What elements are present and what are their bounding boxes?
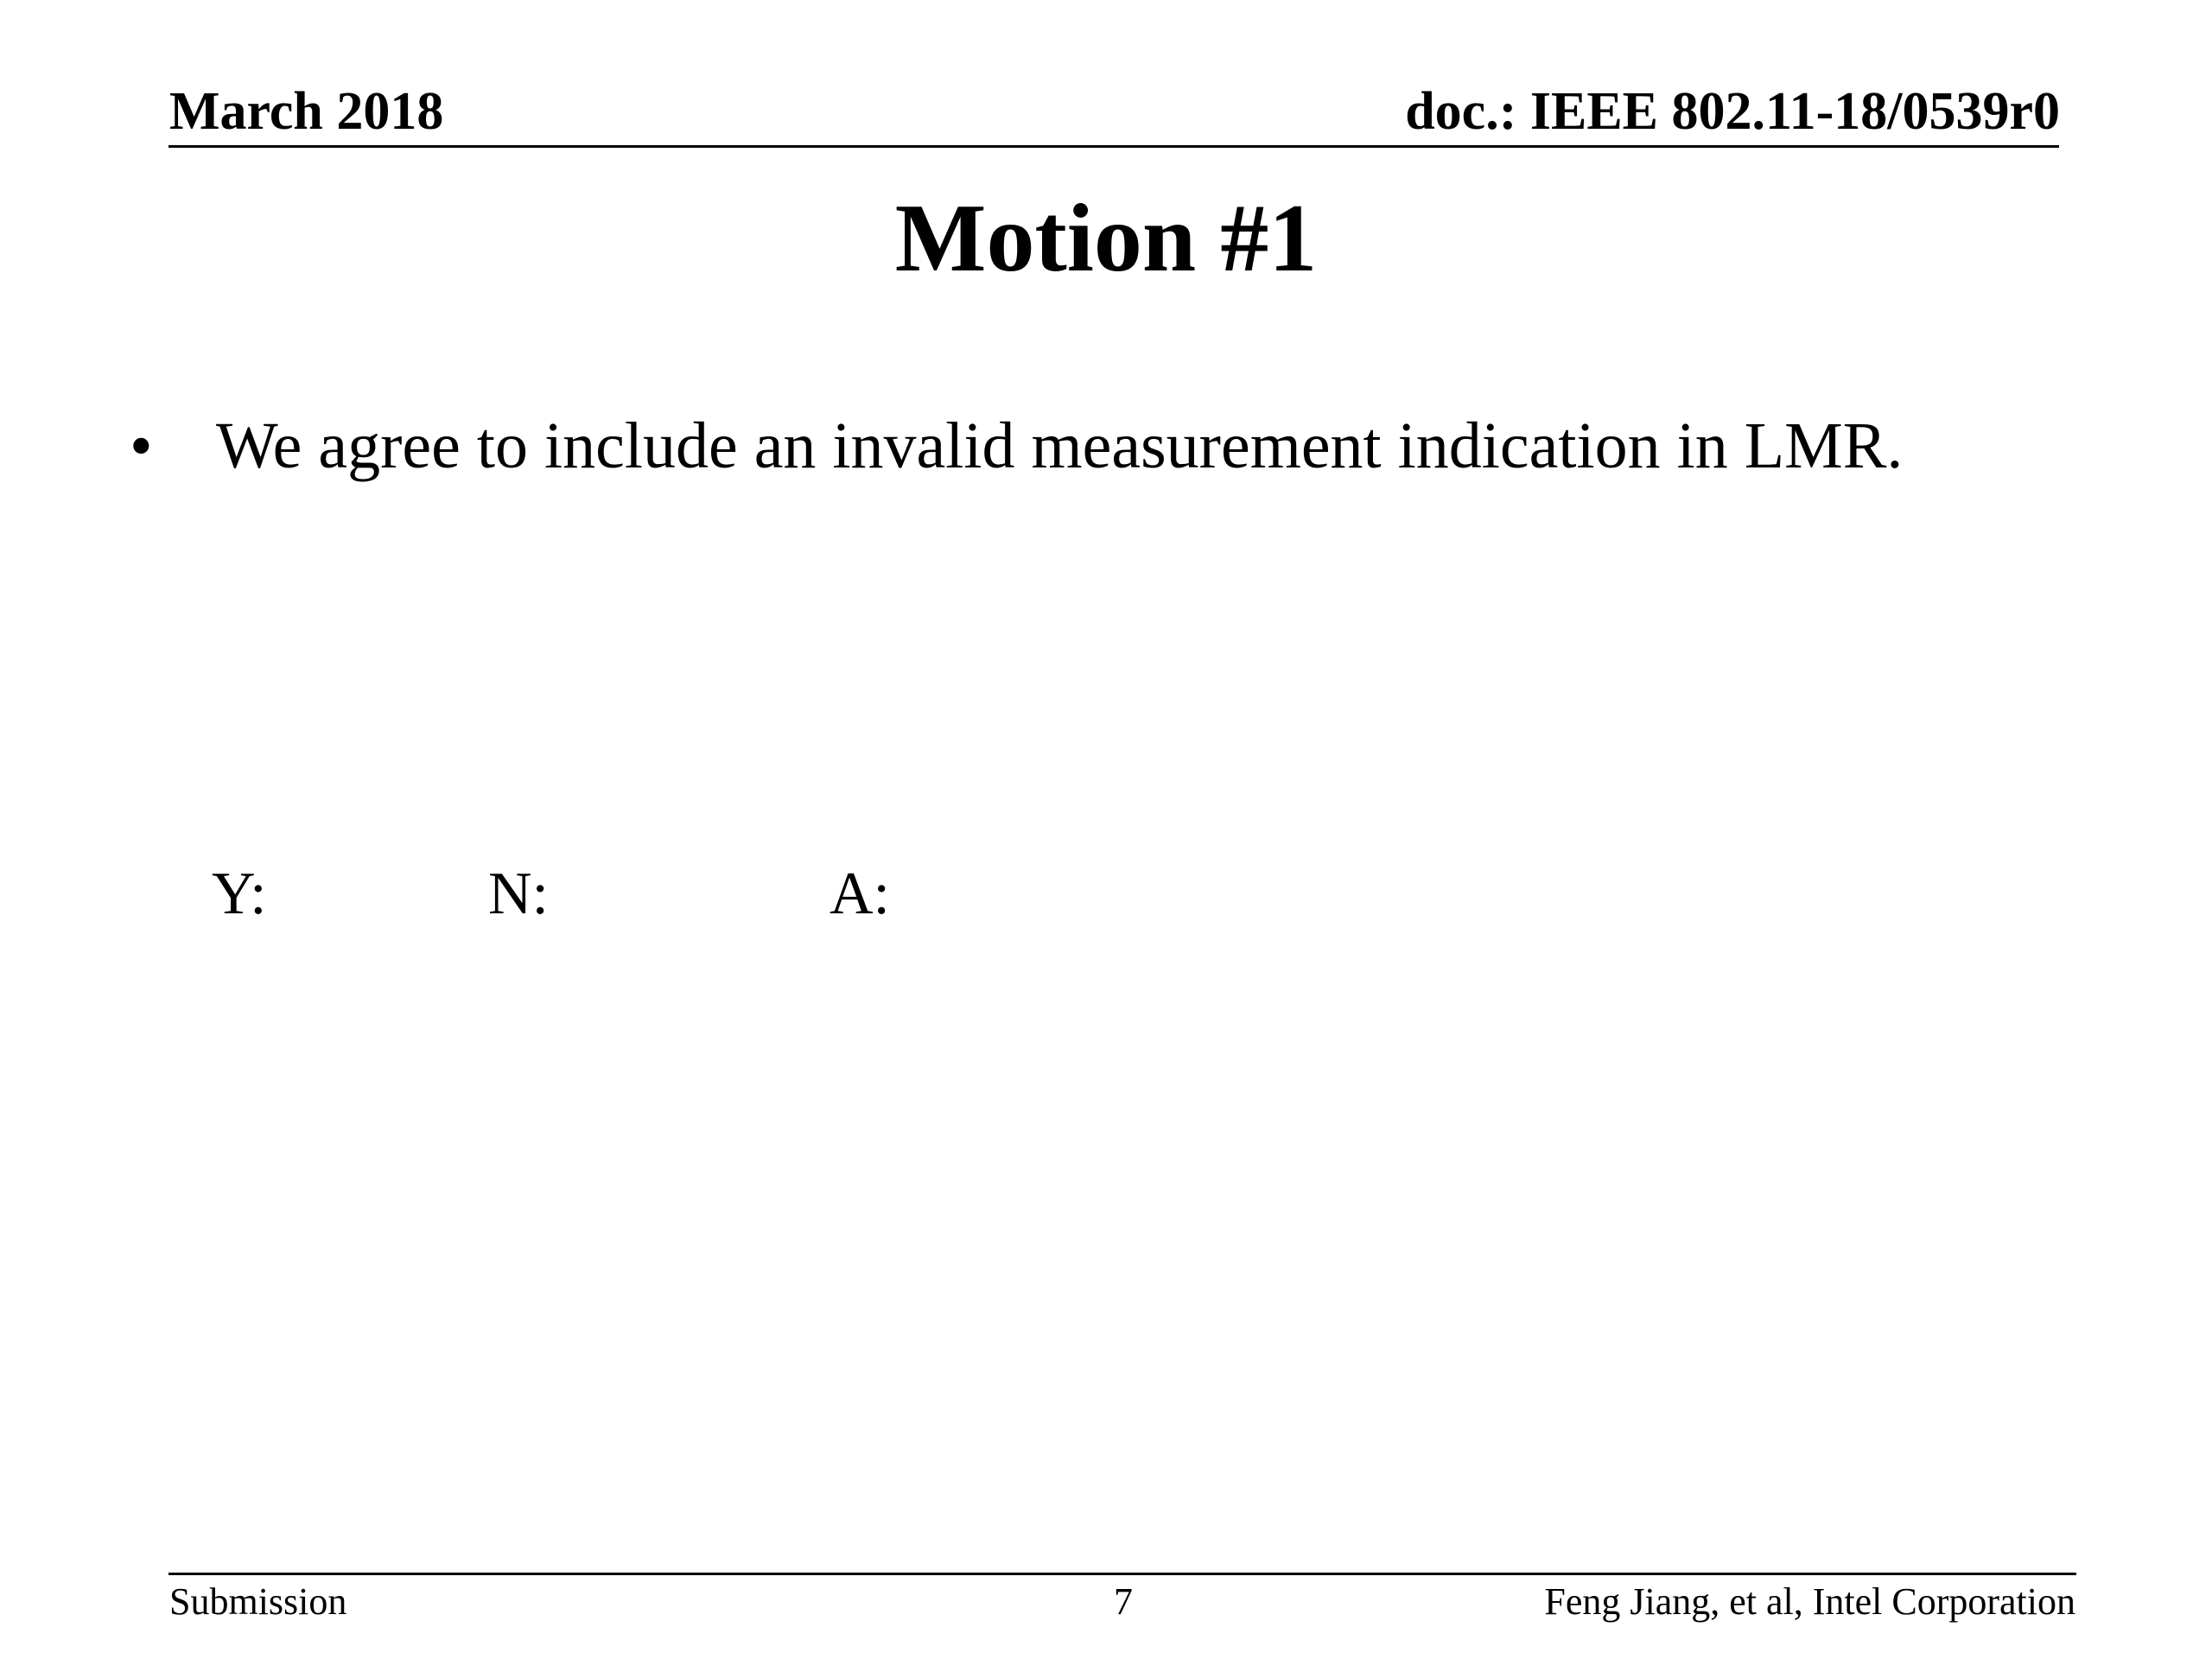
bullet-text: We agree to include an invalid measurement indication in LMR. — [216, 410, 1904, 482]
bullet-list — [130, 410, 1903, 483]
header-date: March 2018 — [169, 82, 444, 141]
bullet-item — [130, 410, 1903, 483]
footer-author: Feng Jiang, et al, Intel Corporation — [1544, 1580, 2075, 1623]
header-divider — [168, 145, 2059, 148]
header-doc-id: doc.: IEEE 802.11-18/0539r0 — [1405, 82, 2060, 141]
footer-submission: Submission — [169, 1580, 347, 1623]
slide-title: Motion #1 — [894, 185, 1318, 292]
footer-divider — [168, 1573, 2076, 1575]
vote-yes-label: Y: — [212, 861, 267, 927]
vote-abstain-label: A: — [830, 861, 890, 927]
vote-no-label: N: — [488, 861, 549, 927]
bullet-marker: • — [130, 410, 153, 482]
footer-page-number: 7 — [1114, 1580, 1133, 1623]
